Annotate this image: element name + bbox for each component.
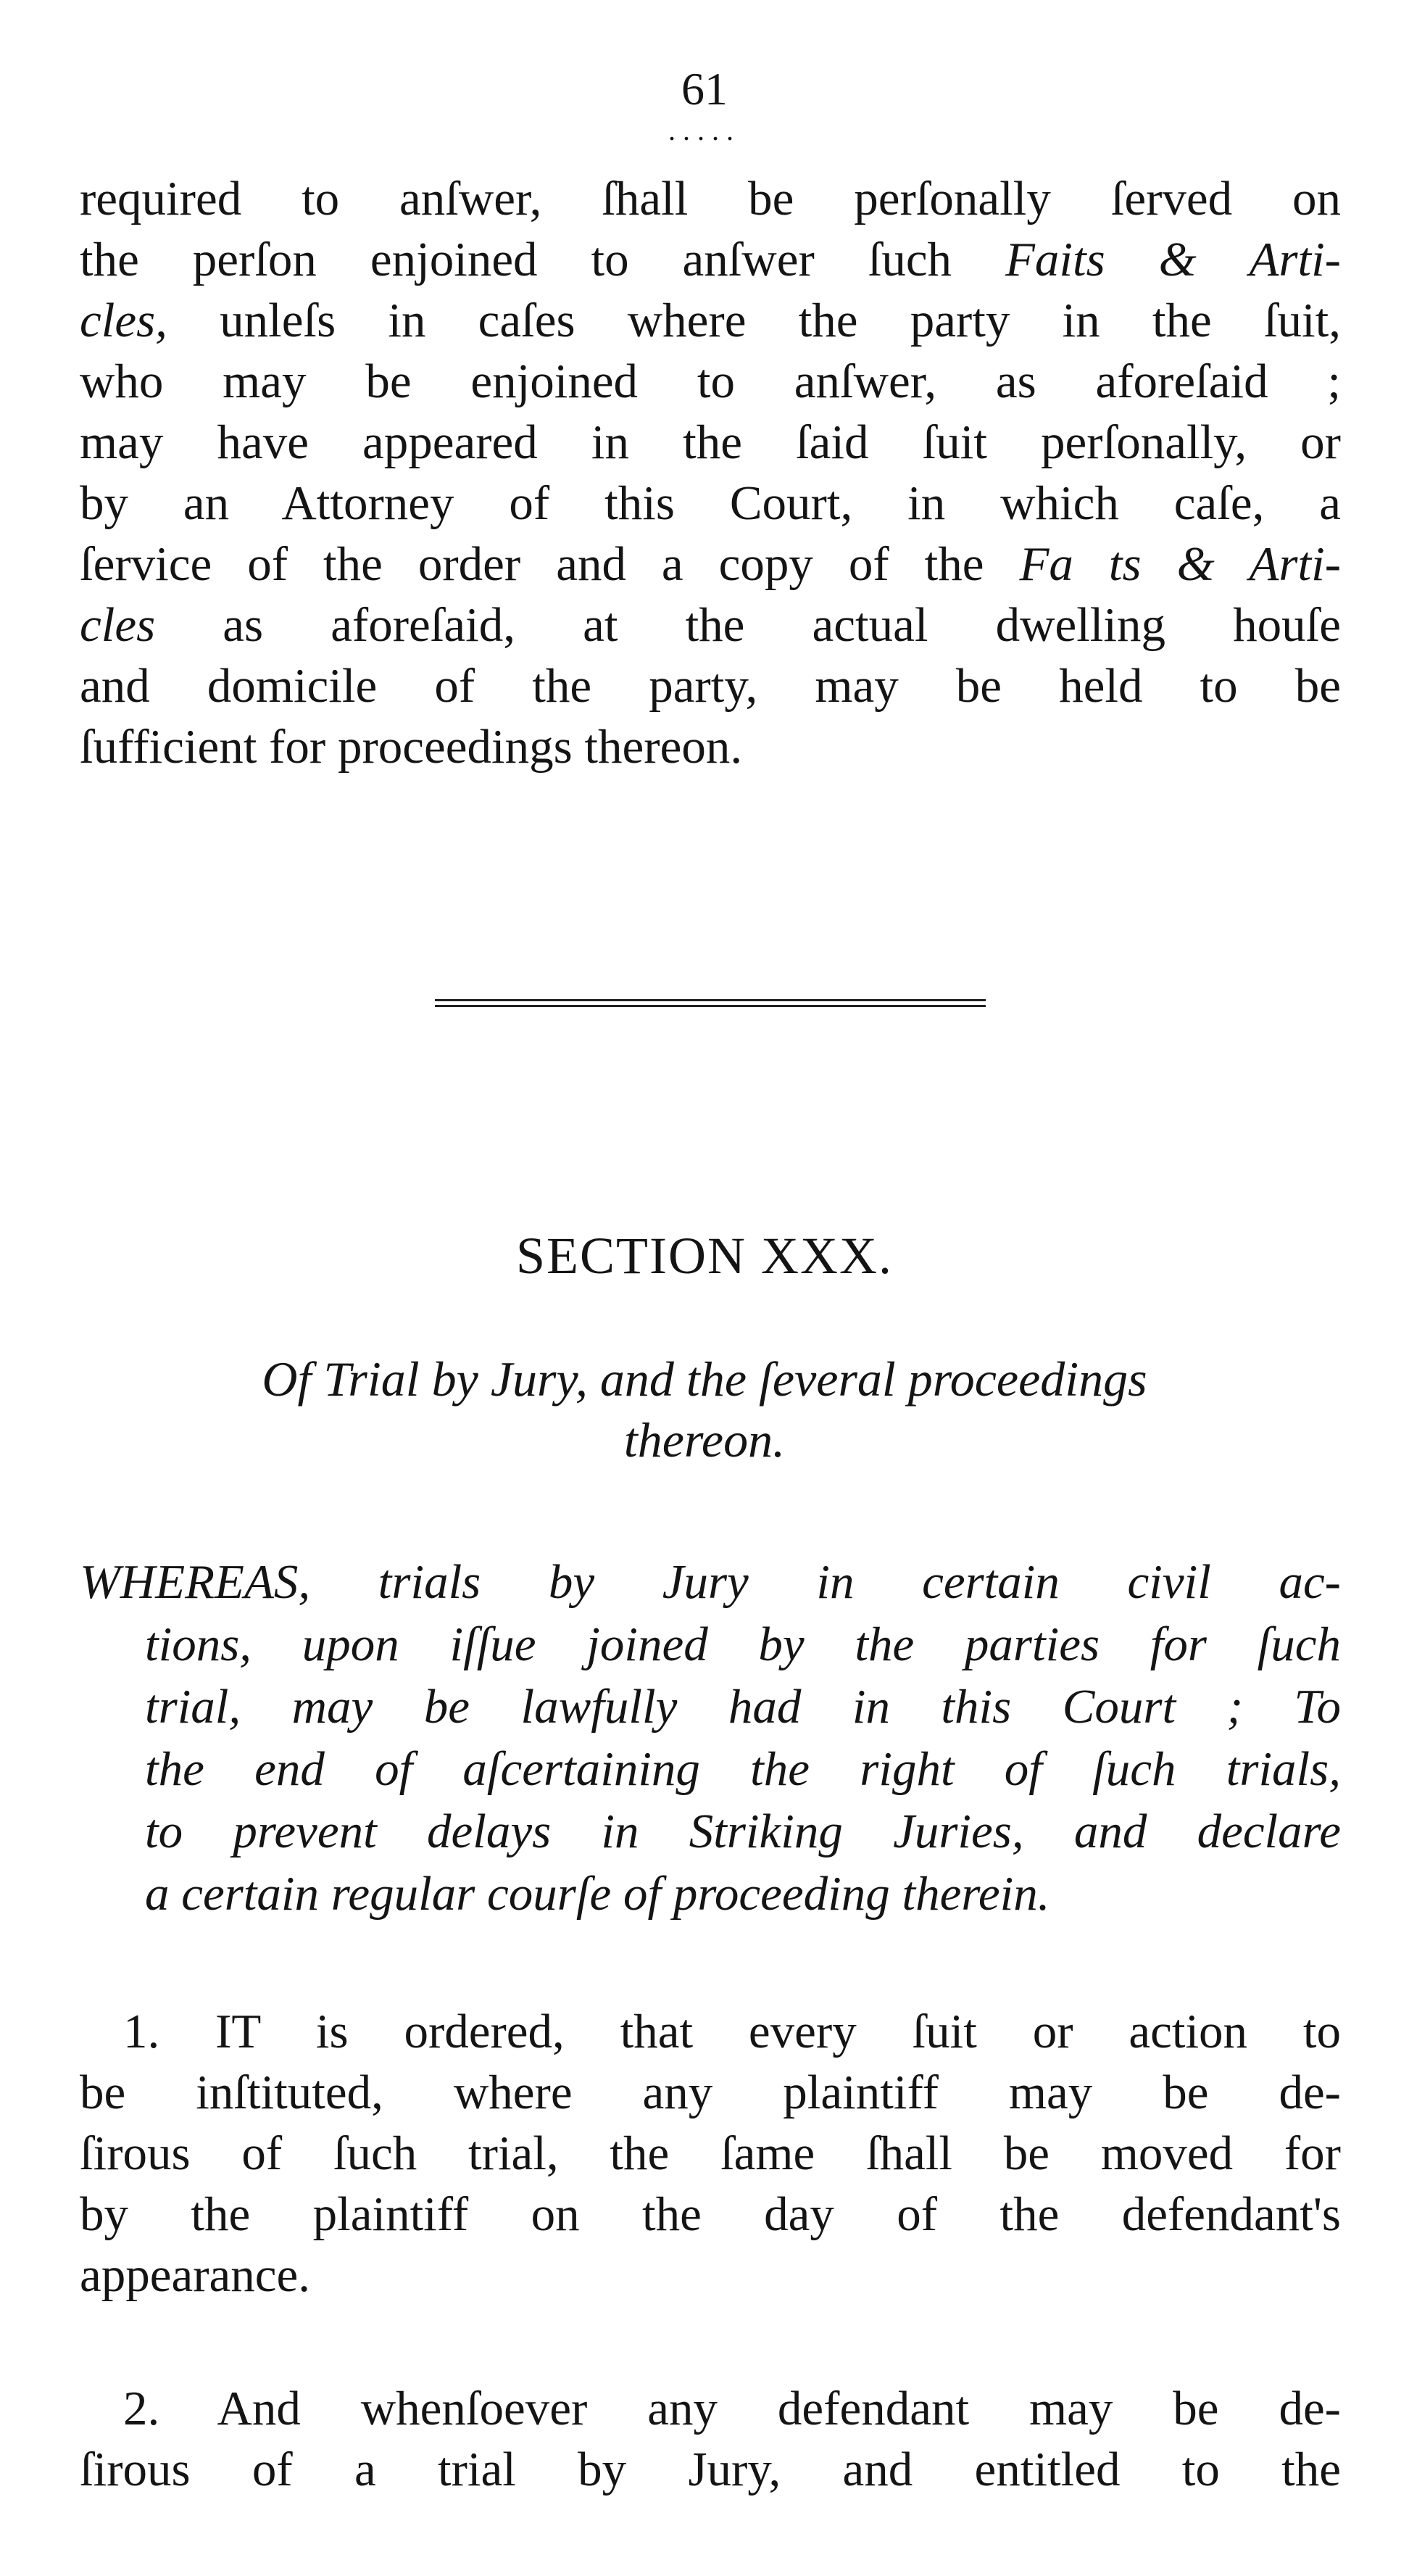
text-line: ſufficient for proceedings thereon. [80,720,743,774]
text-line: be inſtituted, where any plaintiff may be de- [80,2066,1341,2119]
text-line [80,595,1341,655]
text-line: who may be enjoined to anſwer, as aforeſaid ; [80,355,1341,408]
text-line [80,534,1341,595]
text-line [80,229,1341,290]
text-line: the end of aſcertaining the right of ſuch trials, [145,1742,1341,1796]
text-line: by an Attorney of this Court, in which caſe, a [80,476,1341,530]
text-line: ſirous of a trial by Jury, and entitled to the [80,2443,1341,2496]
page-ornament-dots: ..... [668,114,741,146]
text-line: appearance. [80,2248,310,2302]
text-line: required to anſwer, ſhall be perſonally ſerved on [80,172,1341,225]
rule-line [435,999,986,1001]
text-line: tions, upon iſſue joined by the parties for ſuch [145,1618,1341,1671]
section-heading: SECTION XXX. [516,1227,893,1285]
italic-term: cles [80,598,156,652]
text-line: a certain regular courſe of proceeding therein. [145,1867,1050,1921]
text-line: WHEREAS, trials by Jury in certain civil ac- [80,1555,1341,1609]
text-line [80,290,1341,351]
text-line: may have appeared in the ſaid ſuit perſonally, or [80,415,1341,469]
text-line: ſirous of ſuch trial, the ſame ſhall be moved for [80,2126,1341,2180]
text-span: unleſs in caſes where the party in the ſuit, [220,294,1342,347]
italic-term: Faits & Arti- [1005,233,1341,286]
italic-term: Fa ts & Arti- [1019,537,1342,591]
page-number: 61 [681,63,728,115]
text-line: to prevent delays in Striking Juries, and declare [145,1805,1341,1858]
text-span: as aforeſaid, at the actual dwelling houſe [223,598,1341,652]
text-line: by the plaintiff on the day of the defendant's [80,2187,1341,2241]
italic-term: cles, [80,294,167,347]
section-subtitle: thereon. [623,1412,786,1467]
text-line: 1. IT is ordered, that every ſuit or action to [123,2005,1341,2058]
text-span: the perſon enjoined to anſwer ſuch [80,233,952,286]
text-line: 2. And whenſoever any defendant may be de- [123,2382,1341,2435]
text-line: trial, may be lawfully had in this Court ; To [145,1680,1341,1734]
text-span: ſervice of the order and a copy of the [80,537,984,591]
text-line: and domicile of the party, may be held to be [80,659,1341,713]
rule-line [435,1005,986,1007]
section-divider-rule [435,999,986,1009]
section-subtitle: Of Trial by Jury, and the ſeveral proceedings [262,1351,1147,1407]
